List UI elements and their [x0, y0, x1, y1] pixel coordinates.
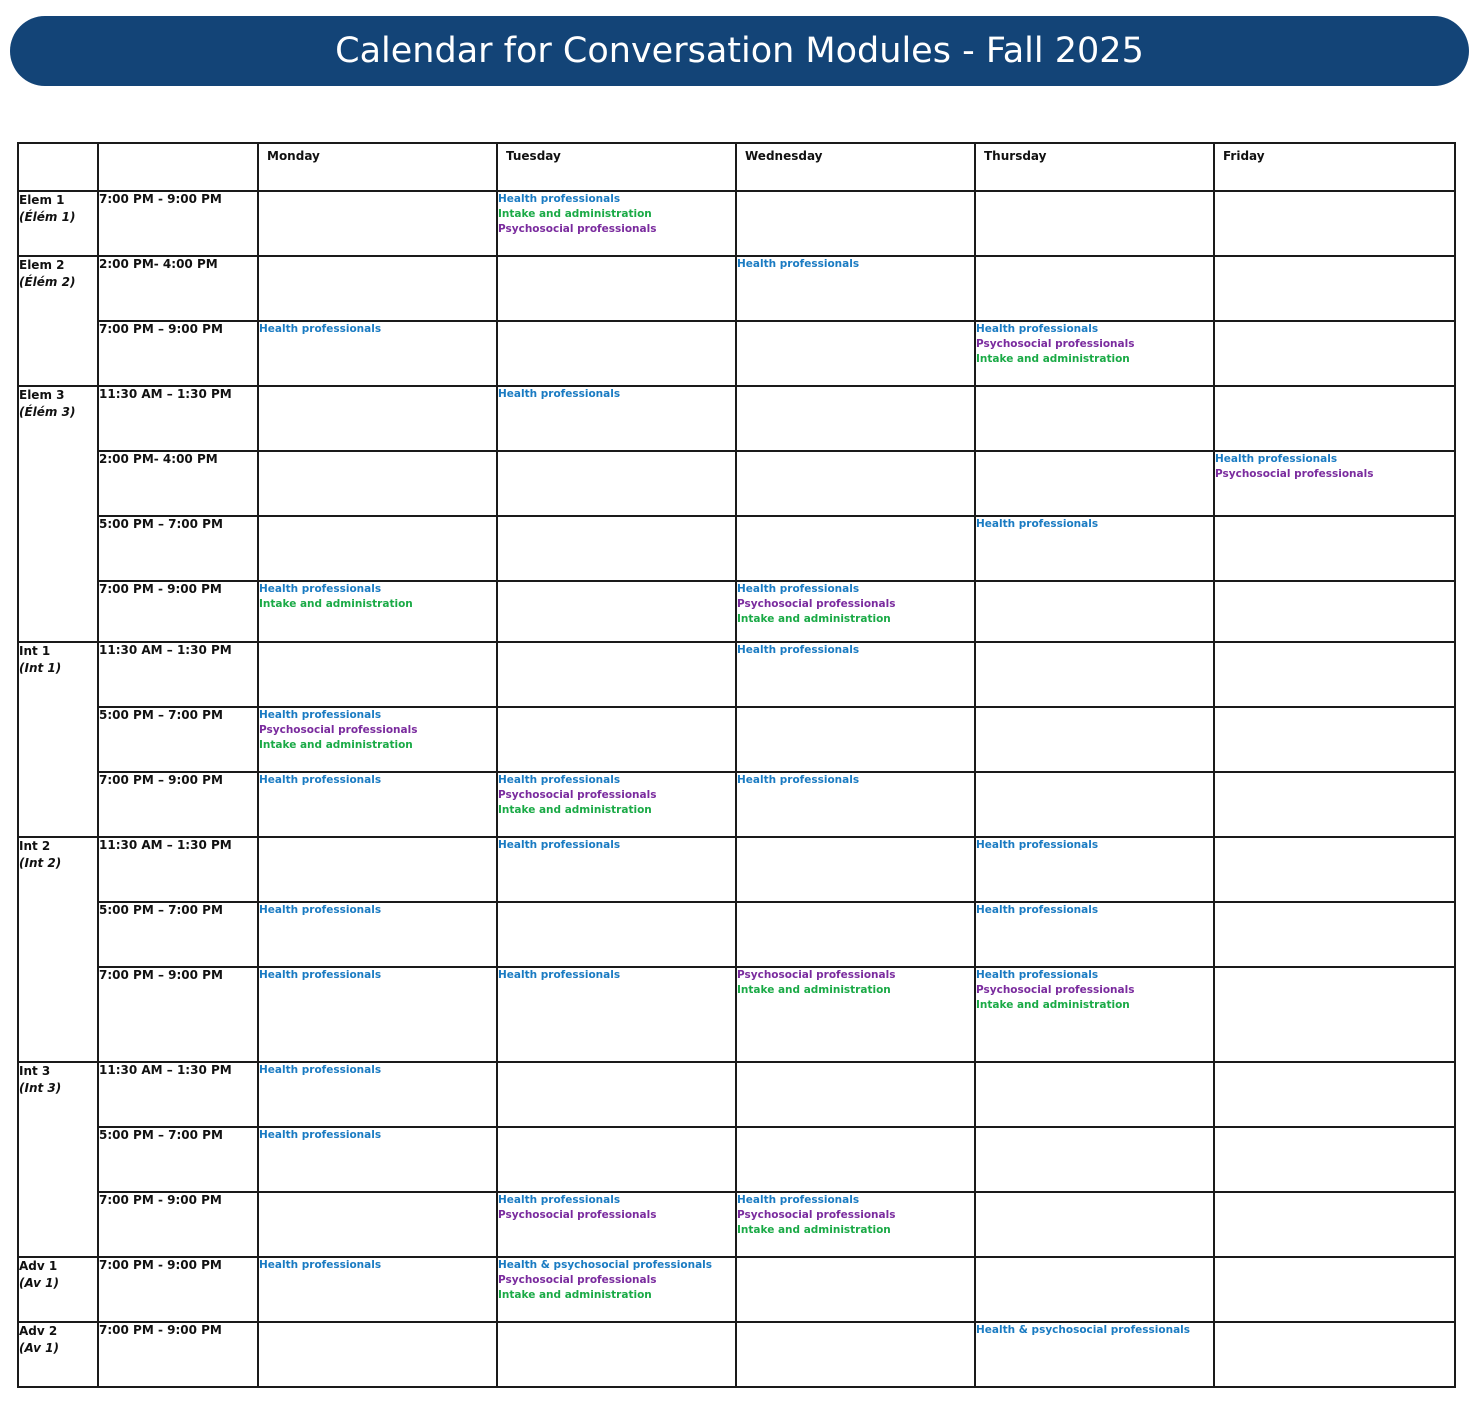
slot-cell-tuesday: [497, 581, 736, 642]
slot-cell-monday: [258, 967, 497, 1062]
session-entry: Health professionals: [737, 644, 860, 656]
slot-cell-thursday: [975, 772, 1214, 837]
slot-cell-friday: [1214, 516, 1455, 581]
level-name: Elem 1: [19, 193, 65, 207]
session-entry: Health professionals: [737, 1194, 860, 1206]
slot-cell-thursday: [975, 386, 1214, 451]
slot-cell-tuesday: [497, 772, 736, 837]
slot-cell-friday: [1214, 191, 1455, 256]
slot-cell-monday: [258, 451, 497, 516]
session-entry: Health professionals: [259, 904, 382, 916]
schedule-row: [18, 386, 1455, 451]
level-name: Int 2: [19, 839, 51, 853]
level-cell: [18, 1062, 98, 1257]
slot-cell-monday: [258, 772, 497, 837]
time-cell: 5:00 PM – 7:00 PM: [98, 707, 258, 772]
slot-cell-friday: [1214, 321, 1455, 386]
slot-cell-monday: [258, 1322, 497, 1387]
session-entry: Intake and administration: [498, 804, 652, 816]
slot-cell-tuesday: [497, 1322, 736, 1387]
session-entry: Psychosocial professionals: [976, 984, 1135, 996]
slot-cell-friday: [1214, 642, 1455, 707]
slot-cell-thursday: [975, 191, 1214, 256]
schedule-row: [18, 1322, 1455, 1387]
slot-cell-wednesday: [736, 321, 975, 386]
slot-cell-thursday: [975, 707, 1214, 772]
session-entry: Psychosocial professionals: [498, 223, 657, 235]
slot-cell-wednesday: [736, 1322, 975, 1387]
page-title: Calendar for Conversation Modules - Fall 2025: [335, 31, 1144, 71]
slot-cell-thursday: [975, 967, 1214, 1062]
time-cell: 2:00 PM- 4:00 PM: [98, 451, 258, 516]
schedule-row: [18, 642, 1455, 707]
schedule-row: [18, 191, 1455, 256]
session-entry: Psychosocial professionals: [737, 969, 896, 981]
slot-cell-tuesday: [497, 1127, 736, 1192]
slot-cell-wednesday: [736, 451, 975, 516]
session-entry: Health professionals: [737, 258, 860, 270]
session-entry: Intake and administration: [976, 999, 1130, 1011]
slot-cell-tuesday: [497, 837, 736, 902]
session-entry: Health professionals: [737, 774, 860, 786]
schedule-row: [18, 772, 1455, 837]
slot-cell-friday: [1214, 1062, 1455, 1127]
slot-cell-friday: [1214, 837, 1455, 902]
session-entry: Health & psychosocial professionals: [498, 1259, 713, 1271]
session-entry: Health professionals: [498, 839, 621, 851]
session-entry: Intake and administration: [498, 208, 652, 220]
slot-cell-friday: [1214, 1192, 1455, 1257]
schedule-row: [18, 256, 1455, 321]
level-name: Int 1: [19, 644, 51, 658]
level-cell: [18, 256, 98, 386]
time-cell: 7:00 PM – 9:00 PM: [98, 967, 258, 1062]
slot-cell-tuesday: [497, 1257, 736, 1322]
header-time: [98, 143, 258, 191]
session-entry: Health professionals: [737, 583, 860, 595]
session-entry: Health professionals: [976, 969, 1099, 981]
level-name-french: (Int 3): [19, 1081, 62, 1095]
slot-cell-thursday: [975, 902, 1214, 967]
slot-cell-friday: [1214, 707, 1455, 772]
slot-cell-thursday: [975, 1257, 1214, 1322]
session-entry: Health professionals: [976, 518, 1099, 530]
session-entry: Psychosocial professionals: [737, 1209, 896, 1221]
slot-cell-friday: [1214, 967, 1455, 1062]
session-entry: Health professionals: [498, 193, 621, 205]
schedule-body: [18, 191, 1455, 1387]
level-name-french: (Élém 3): [19, 405, 76, 419]
slot-cell-tuesday: [497, 256, 736, 321]
session-entry: Health professionals: [259, 1259, 382, 1271]
slot-cell-monday: [258, 642, 497, 707]
slot-cell-thursday: [975, 642, 1214, 707]
session-entry: Health professionals: [498, 969, 621, 981]
slot-cell-monday: [258, 837, 497, 902]
slot-cell-friday: [1214, 1127, 1455, 1192]
time-cell: 7:00 PM - 9:00 PM: [98, 1257, 258, 1322]
slot-cell-monday: [258, 707, 497, 772]
slot-cell-thursday: [975, 837, 1214, 902]
level-name: Elem 3: [19, 388, 65, 402]
header-level: [18, 143, 98, 191]
slot-cell-friday: [1214, 581, 1455, 642]
session-entry: Psychosocial professionals: [737, 598, 896, 610]
slot-cell-tuesday: [497, 967, 736, 1062]
time-cell: 7:00 PM - 9:00 PM: [98, 191, 258, 256]
schedule-row: [18, 707, 1455, 772]
session-entry: Psychosocial professionals: [259, 724, 418, 736]
slot-cell-monday: [258, 321, 497, 386]
session-entry: Intake and administration: [976, 353, 1130, 365]
level-name-french: (Élém 1): [19, 210, 76, 224]
schedule-row: [18, 581, 1455, 642]
schedule-row: [18, 1192, 1455, 1257]
slot-cell-tuesday: [497, 902, 736, 967]
slot-cell-friday: [1214, 451, 1455, 516]
slot-cell-wednesday: [736, 256, 975, 321]
slot-cell-tuesday: [497, 516, 736, 581]
schedule-row: [18, 451, 1455, 516]
slot-cell-thursday: [975, 1062, 1214, 1127]
slot-cell-monday: [258, 386, 497, 451]
time-cell: 7:00 PM – 9:00 PM: [98, 321, 258, 386]
time-cell: 11:30 AM – 1:30 PM: [98, 1062, 258, 1127]
level-name: Adv 1: [19, 1259, 58, 1273]
schedule-row: [18, 1127, 1455, 1192]
level-cell: [18, 1322, 98, 1387]
session-entry: Health professionals: [976, 904, 1099, 916]
slot-cell-monday: [258, 1127, 497, 1192]
level-cell: [18, 191, 98, 256]
level-cell: [18, 642, 98, 837]
slot-cell-monday: [258, 1192, 497, 1257]
session-entry: Psychosocial professionals: [1215, 468, 1374, 480]
schedule-row: [18, 1062, 1455, 1127]
slot-cell-wednesday: [736, 581, 975, 642]
slot-cell-tuesday: [497, 191, 736, 256]
schedule-table: [17, 142, 1456, 1388]
session-entry: Health professionals: [976, 839, 1099, 851]
slot-cell-wednesday: [736, 516, 975, 581]
session-entry: Intake and administration: [737, 613, 891, 625]
time-cell: 2:00 PM- 4:00 PM: [98, 256, 258, 321]
slot-cell-thursday: [975, 516, 1214, 581]
slot-cell-wednesday: [736, 967, 975, 1062]
header-friday: Friday: [1214, 143, 1455, 191]
slot-cell-wednesday: [736, 1257, 975, 1322]
slot-cell-friday: [1214, 386, 1455, 451]
session-entry: Health professionals: [259, 774, 382, 786]
session-entry: Intake and administration: [259, 739, 413, 751]
session-entry: Psychosocial professionals: [498, 1209, 657, 1221]
time-cell: 7:00 PM - 9:00 PM: [98, 1192, 258, 1257]
slot-cell-wednesday: [736, 772, 975, 837]
session-entry: Health professionals: [1215, 453, 1338, 465]
slot-cell-monday: [258, 1062, 497, 1127]
slot-cell-wednesday: [736, 837, 975, 902]
slot-cell-tuesday: [497, 321, 736, 386]
header-tuesday: Tuesday: [497, 143, 736, 191]
slot-cell-thursday: [975, 1322, 1214, 1387]
slot-cell-tuesday: [497, 386, 736, 451]
session-entry: Intake and administration: [737, 984, 891, 996]
slot-cell-wednesday: [736, 902, 975, 967]
header-monday: Monday: [258, 143, 497, 191]
slot-cell-tuesday: [497, 642, 736, 707]
slot-cell-monday: [258, 1257, 497, 1322]
session-entry: Health professionals: [259, 1129, 382, 1141]
level-name-french: (Av 1): [19, 1276, 59, 1290]
time-cell: 11:30 AM – 1:30 PM: [98, 642, 258, 707]
header-thursday: Thursday: [975, 143, 1214, 191]
session-entry: Psychosocial professionals: [976, 338, 1135, 350]
header-row: [18, 143, 1455, 191]
slot-cell-tuesday: [497, 1062, 736, 1127]
time-cell: 11:30 AM – 1:30 PM: [98, 837, 258, 902]
session-entry: Health professionals: [498, 1194, 621, 1206]
session-entry: Health professionals: [259, 323, 382, 335]
slot-cell-tuesday: [497, 1192, 736, 1257]
slot-cell-monday: [258, 191, 497, 256]
level-name: Int 3: [19, 1064, 51, 1078]
slot-cell-thursday: [975, 256, 1214, 321]
schedule-row: [18, 1257, 1455, 1322]
slot-cell-monday: [258, 516, 497, 581]
slot-cell-thursday: [975, 321, 1214, 386]
session-entry: Health professionals: [259, 709, 382, 721]
session-entry: Intake and administration: [259, 598, 413, 610]
session-entry: Health & psychosocial professionals: [976, 1324, 1191, 1336]
session-entry: Health professionals: [259, 969, 382, 981]
level-name-french: (Int 1): [19, 661, 62, 675]
slot-cell-friday: [1214, 1322, 1455, 1387]
session-entry: Intake and administration: [737, 1224, 891, 1236]
slot-cell-thursday: [975, 451, 1214, 516]
time-cell: 7:00 PM - 9:00 PM: [98, 1322, 258, 1387]
session-entry: Health professionals: [259, 1064, 382, 1076]
slot-cell-wednesday: [736, 642, 975, 707]
schedule-row: [18, 902, 1455, 967]
time-cell: 7:00 PM - 9:00 PM: [98, 581, 258, 642]
time-cell: 5:00 PM – 7:00 PM: [98, 1127, 258, 1192]
schedule-row: [18, 837, 1455, 902]
session-entry: Psychosocial professionals: [498, 789, 657, 801]
level-cell: [18, 837, 98, 1062]
schedule-row: [18, 516, 1455, 581]
slot-cell-tuesday: [497, 451, 736, 516]
slot-cell-friday: [1214, 902, 1455, 967]
level-name: Adv 2: [19, 1324, 58, 1338]
time-cell: 5:00 PM – 7:00 PM: [98, 902, 258, 967]
slot-cell-tuesday: [497, 707, 736, 772]
time-cell: 11:30 AM – 1:30 PM: [98, 386, 258, 451]
slot-cell-friday: [1214, 772, 1455, 837]
slot-cell-friday: [1214, 256, 1455, 321]
slot-cell-thursday: [975, 1192, 1214, 1257]
header-wednesday: Wednesday: [736, 143, 975, 191]
slot-cell-thursday: [975, 581, 1214, 642]
slot-cell-monday: [258, 581, 497, 642]
slot-cell-wednesday: [736, 1192, 975, 1257]
slot-cell-wednesday: [736, 1127, 975, 1192]
session-entry: Health professionals: [498, 774, 621, 786]
level-name: Elem 2: [19, 258, 65, 272]
session-entry: Health professionals: [498, 388, 621, 400]
slot-cell-monday: [258, 256, 497, 321]
level-name-french: (Int 2): [19, 856, 62, 870]
schedule-row: [18, 321, 1455, 386]
level-cell: [18, 386, 98, 642]
page-title-banner: [10, 16, 1469, 86]
level-cell: [18, 1257, 98, 1322]
slot-cell-wednesday: [736, 1062, 975, 1127]
level-name-french: (Av 1): [19, 1341, 59, 1355]
slot-cell-friday: [1214, 1257, 1455, 1322]
slot-cell-wednesday: [736, 707, 975, 772]
slot-cell-wednesday: [736, 386, 975, 451]
slot-cell-thursday: [975, 1127, 1214, 1192]
slot-cell-monday: [258, 902, 497, 967]
schedule-row: [18, 967, 1455, 1062]
time-cell: 7:00 PM – 9:00 PM: [98, 772, 258, 837]
slot-cell-wednesday: [736, 191, 975, 256]
session-entry: Health professionals: [976, 323, 1099, 335]
session-entry: Health professionals: [259, 583, 382, 595]
session-entry: Intake and administration: [498, 1289, 652, 1301]
level-name-french: (Élém 2): [19, 275, 76, 289]
session-entry: Psychosocial professionals: [498, 1274, 657, 1286]
time-cell: 5:00 PM – 7:00 PM: [98, 516, 258, 581]
